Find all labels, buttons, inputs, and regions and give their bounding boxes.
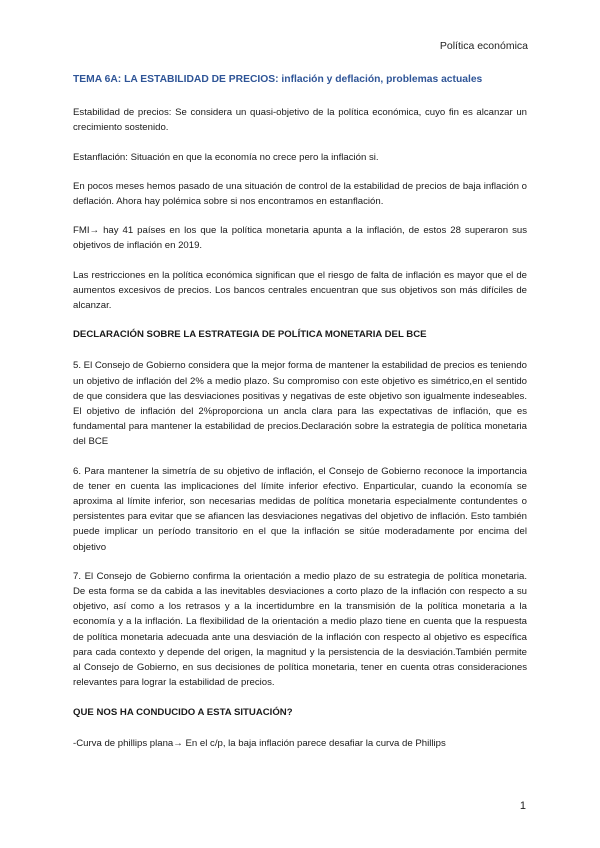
paragraph-point-7: 7. El Consejo de Gobierno confirma la orientación a medio plazo de su estrategia de política monetaria. De esta forma se da cabida a las inevitables desviaciones a corto plazo de la inflación con respecto a su objetivo, así como a los retrasos y a la incertidumbre en la transmisión de la política monetaria a la economía y a la inflación. La flexibilidad de la orientación a medio plazo tiene en cuenta que la respuesta de política monetaria adecuada ante una desviación de la inflación con respecto al objetivo es específica para cada contexto y depende del origen, la magnitud y la persistencia de la desviación.También permite al Consejo de Gobierno, en sus decisiones de política monetaria, tener en cuenta otras consideraciones relevantes para lograr la estabilidad de precios. — [73, 570, 527, 689]
paragraph-phillips: -Curva de phillips plana→ En el c/p, la baja inflación parece desafiar la curva de Phillips — [73, 737, 446, 749]
paragraph-point-6: 6. Para mantener la simetría de su objetivo de inflación, el Consejo de Gobierno reconoce la importancia de tener en cuenta las implicaciones del límite inferior efectivo. Enparticular, cuando la economía se aproxima al límite inferior, son necesarias medidas de política monetaria especialmente contundentes o persistentes para evitar que se afiancen las desviaciones negativas del objetivo de inflación. Esto también puede implicar un período transitorio en el que la inflación se sitúe moderadamente por encima del objetivo — [73, 465, 527, 553]
paragraph-price-stability: Estabilidad de precios: Se considera un quasi-objetivo de la política económica, cuyo fin es alcanzar un crecimiento sostenido. — [73, 107, 527, 134]
paragraph-point-5: 5. El Consejo de Gobierno considera que la mejor forma de mantener la estabilidad de precios es teniendo un objetivo de inflación del 2% a medio plazo. Su compromiso con este objetivo es simétrico,en el sentido de que considera que las desviaciones positivas y negativas de este objetivo son igualmente indeseables. El objetivo de inflación del 2%proporciona un ancla clara para las expectativas de inflación, que es fundamental para mantener la estabilidad de precios.Declaración sobre la estrategia de política monetaria del BCE — [73, 360, 527, 448]
document-title — [73, 72, 527, 87]
paragraph-restrictions: Las restricciones en la política económica significan que el riesgo de falta de inflación es mayor que el de aumentos excesivos de precios. Los bancos centrales encuentran que sus objetivos son más difíciles de alcanzar. — [73, 269, 527, 312]
title-rest: : inflación y deflación, problemas actuales — [275, 74, 483, 85]
paragraph-imf: FMI→ hay 41 países en los que la política monetaria apunta a la inflación, de estos 28 superaron sus objetivos de inflación en 2019. — [73, 225, 527, 252]
title-lead: TEMA 6A: LA ESTABILIDAD DE PRECIOS — [73, 74, 276, 85]
section-heading-ecb-strategy: DECLARACIÓN SOBRE LA ESTRATEGIA DE POLÍTICA MONETARIA DEL BCE — [73, 329, 427, 341]
document-body — [73, 72, 527, 765]
paragraph-stagflation: Estanflación: Situación en que la economía no crece pero la inflación si. — [73, 151, 379, 163]
running-header: Política económica — [439, 40, 528, 52]
section-heading-causes: QUE NOS HA CONDUCIDO A ESTA SITUACIÓN? — [73, 706, 293, 718]
page-number: 1 — [519, 800, 526, 812]
paragraph-context: En pocos meses hemos pasado de una situación de control de la estabilidad de precios de baja inflación o deflación. Ahora hay polémica sobre si nos encontramos en estanflación. — [73, 180, 527, 208]
